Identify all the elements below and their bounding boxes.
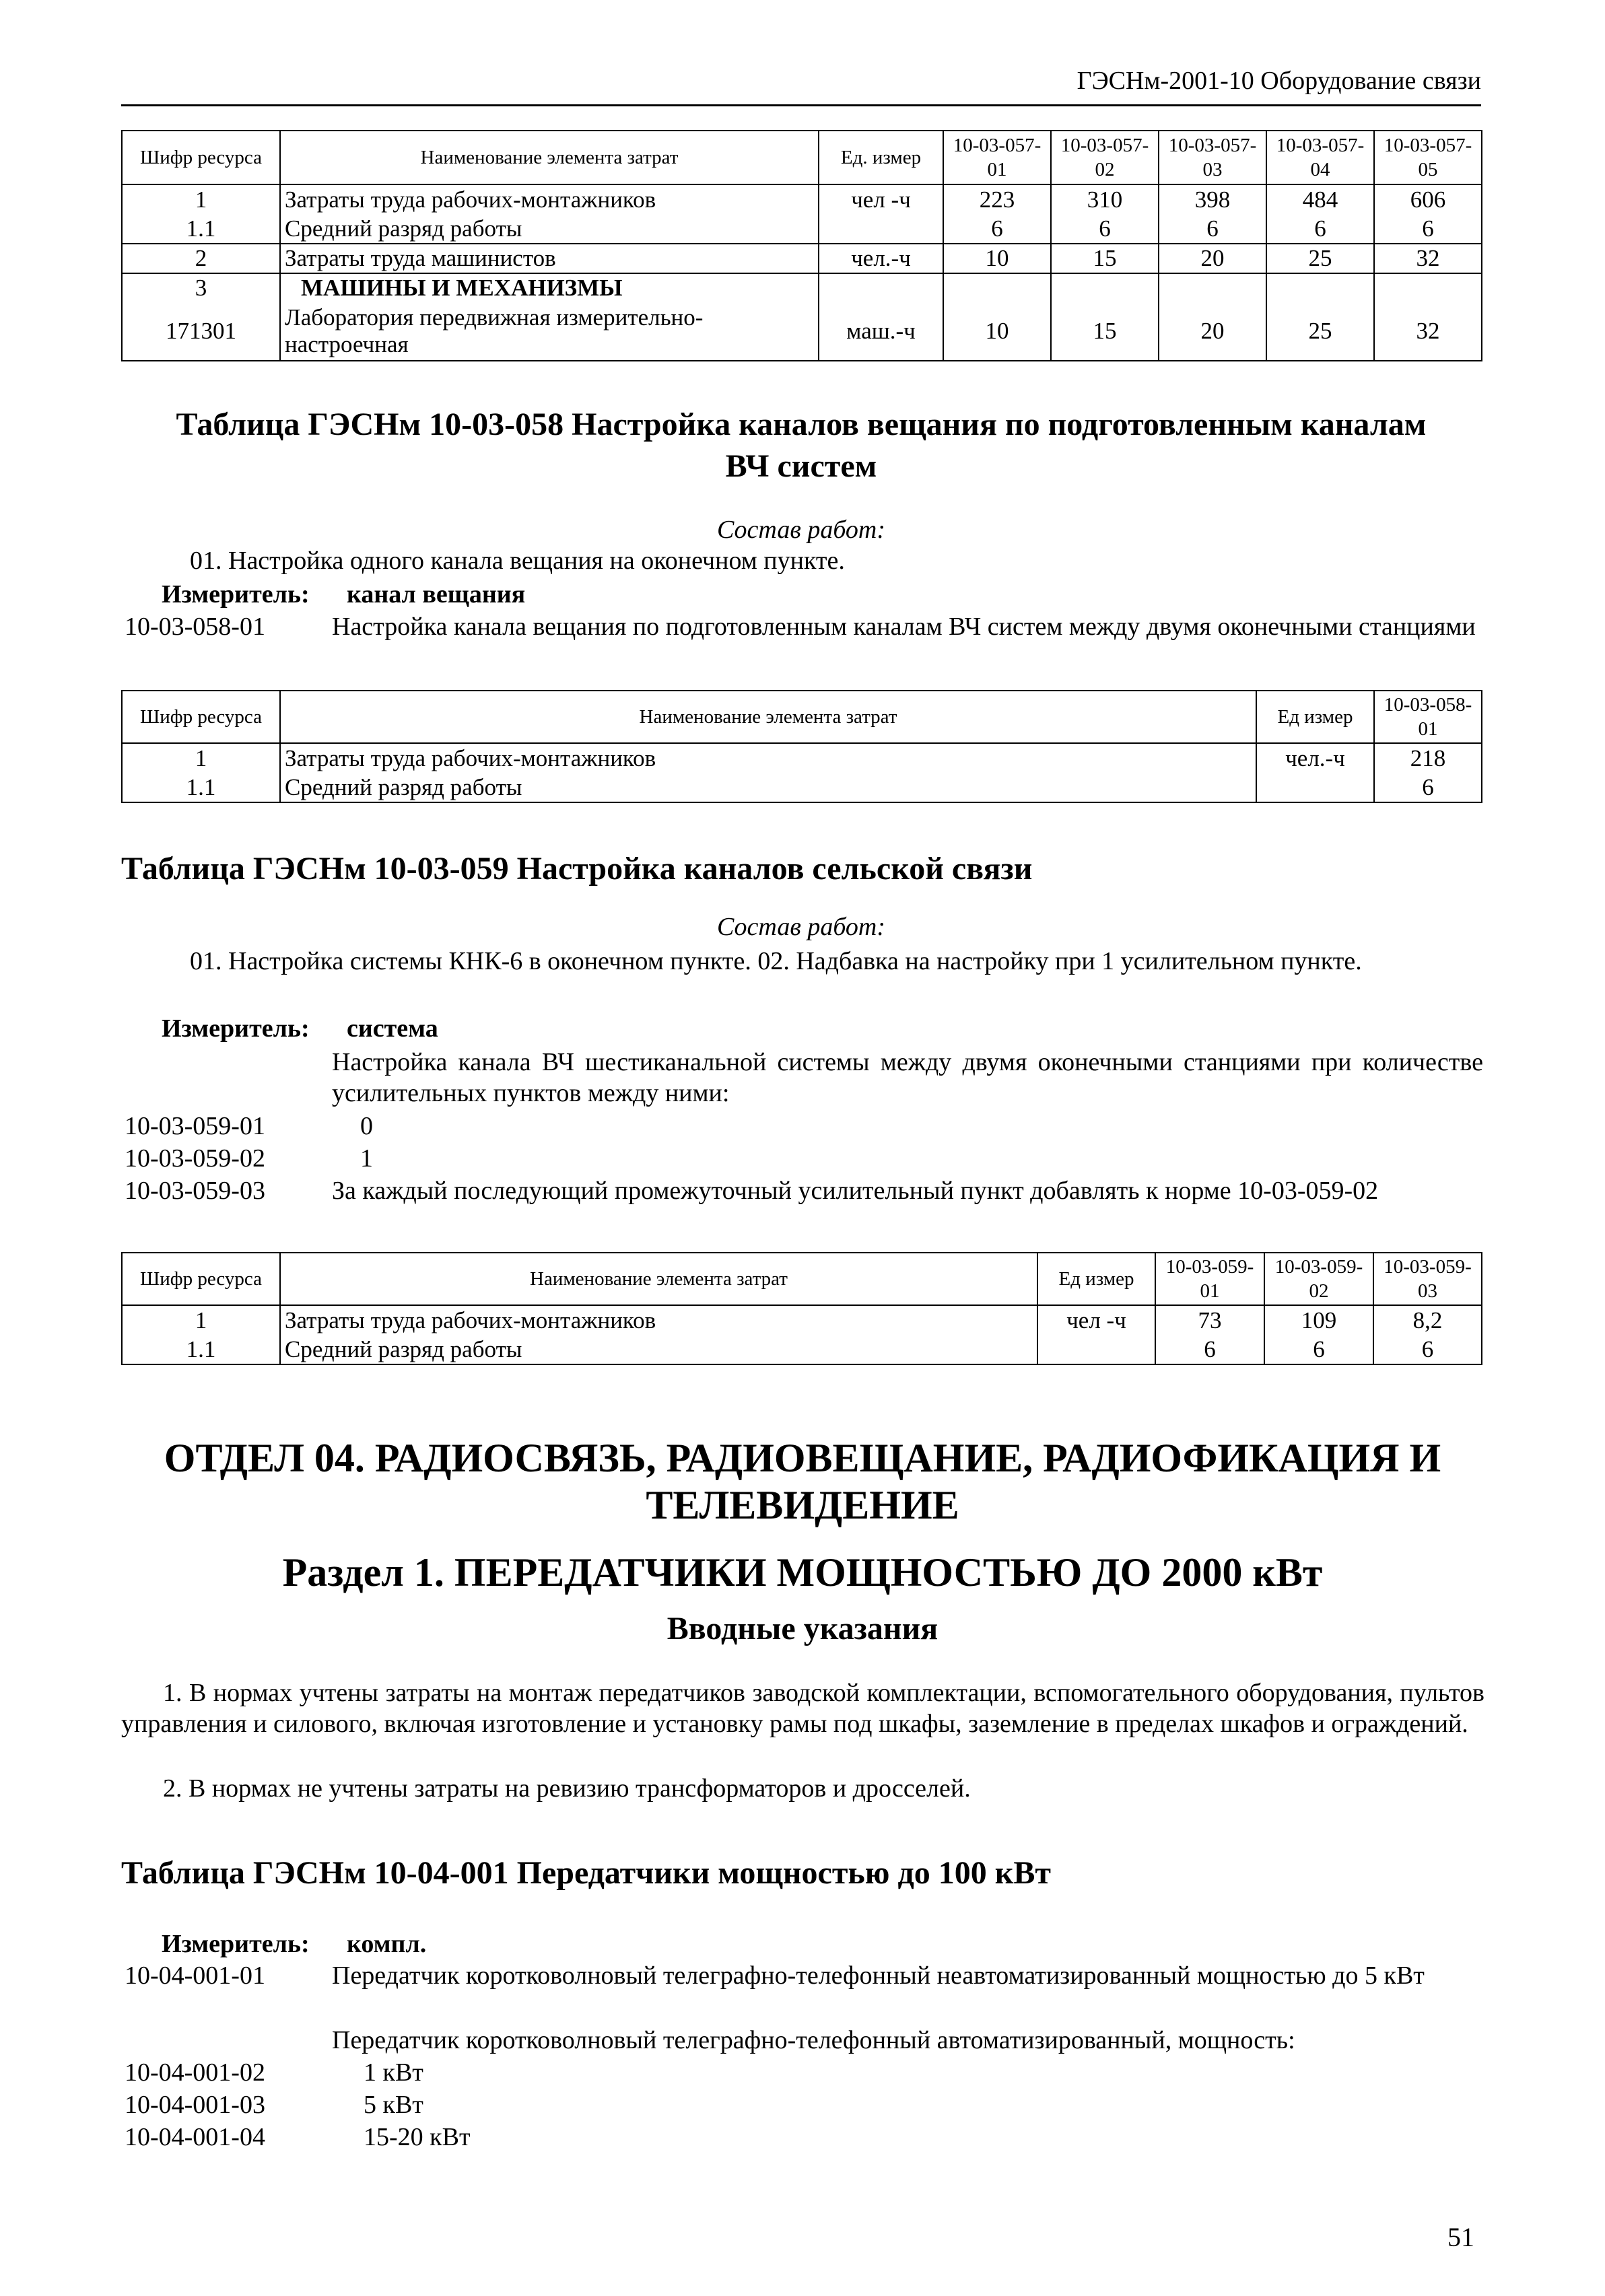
table-001-title: Таблица ГЭСНм 10-04-001 Передатчики мощностью до 100 кВт [121, 1855, 1052, 1891]
meter-value: система [347, 1014, 438, 1043]
resource-name: Средний разряд работы [280, 214, 819, 244]
norm-code: 10-04-001-02 [125, 2058, 265, 2087]
value-cell: 15 [1051, 302, 1159, 361]
resource-code: 1 [122, 743, 280, 773]
col-header: 10-03-057-02 [1051, 131, 1159, 184]
value-cell: 6 [1051, 214, 1159, 244]
value-cell [1374, 273, 1482, 302]
composition-text: 01. Настройка одного канала вещания на оконечном пункте. [190, 547, 845, 575]
resource-name: Затраты труда рабочих-монтажников [280, 184, 819, 214]
value-cell: 310 [1051, 184, 1159, 214]
value-cell: 20 [1159, 244, 1266, 273]
composition-label: Состав работ: [716, 913, 886, 941]
col-header: Наименование элемента затрат [280, 691, 1256, 743]
resource-name: Средний разряд работы [280, 773, 1256, 802]
norm-text: 1 кВт [364, 2058, 423, 2087]
col-header: Шифр ресурса [122, 131, 280, 184]
norm-code: 10-04-001-03 [125, 2091, 265, 2119]
table-row [122, 1305, 1482, 1335]
value-cell: 109 [1264, 1305, 1373, 1335]
norm-text: За каждый последующий промежуточный усилительный пункт добавлять к норме 10-03-059-02 [332, 1177, 1379, 1205]
col-header: 10-03-059-01 [1155, 1253, 1264, 1305]
value-cell: 6 [1159, 214, 1266, 244]
meter-label: Измеритель: [162, 580, 310, 608]
value-cell: 218 [1374, 743, 1482, 773]
table-row [122, 302, 1482, 361]
table-header-row [122, 691, 1482, 743]
resource-name: Средний разряд работы [280, 1335, 1037, 1364]
department-title-line1: ОТДЕЛ 04. РАДИОСВЯЗЬ, РАДИОВЕЩАНИЕ, РАДИОФИКАЦИЯ И [164, 1436, 1441, 1480]
value-cell: 25 [1266, 302, 1374, 361]
norm-text: Настройка канала вещания по подготовленным каналам ВЧ систем между двумя оконечными станциями [332, 613, 1476, 641]
meter-label: Измеритель: [162, 1014, 310, 1043]
table-row [122, 1335, 1482, 1364]
value-cell [1051, 273, 1159, 302]
value-cell [1159, 273, 1266, 302]
table-059-title: Таблица ГЭСНм 10-03-059 Настройка каналов сельской связи [121, 851, 1033, 886]
value-cell: 32 [1374, 302, 1482, 361]
resource-unit: чел -ч [1037, 1305, 1155, 1335]
resource-unit: чел.-ч [819, 244, 943, 273]
resource-unit [1037, 1335, 1155, 1364]
resource-code: 1.1 [122, 214, 280, 244]
norm-text: 5 кВт [364, 2091, 423, 2119]
resource-code: 1 [122, 1305, 280, 1335]
value-cell [1266, 273, 1374, 302]
value-cell: 32 [1374, 244, 1482, 273]
resource-name: Затраты труда рабочих-монтажников [280, 743, 1256, 773]
resource-unit: чел -ч [819, 184, 943, 214]
resource-name: Затраты труда машинистов [280, 244, 819, 273]
table-row [122, 773, 1482, 802]
resource-code: 1.1 [122, 773, 280, 802]
col-header: 10-03-058-01 [1374, 691, 1482, 743]
norm-code: 10-03-059-03 [125, 1177, 265, 1205]
col-header: 10-03-057-01 [943, 131, 1051, 184]
resource-table-058 [121, 690, 1482, 803]
value-cell: 73 [1155, 1305, 1264, 1335]
resource-name: Лаборатория передвижная измерительно-настроечная [280, 302, 819, 361]
composition-label: Состав работ: [716, 516, 886, 544]
value-cell: 6 [1266, 214, 1374, 244]
value-cell: 8,2 [1373, 1305, 1482, 1335]
composition-text: 01. Настройка системы КНК-6 в оконечном пункте. 02. Надбавка на настройку при 1 усилительном пункте. [190, 947, 1362, 975]
resource-unit [819, 214, 943, 244]
resource-name: Затраты труда рабочих-монтажников [280, 1305, 1037, 1335]
meter-label: Измеритель: [162, 1930, 310, 1958]
col-header: Ед. измер [819, 131, 943, 184]
section-title: Раздел 1. ПЕРЕДАТЧИКИ МОЩНОСТЬЮ ДО 2000 кВт [282, 1550, 1323, 1595]
norm-text: 15-20 кВт [364, 2123, 471, 2151]
col-header: Ед измер [1256, 691, 1374, 743]
col-header: Шифр ресурса [122, 691, 280, 743]
value-cell: 10 [943, 244, 1051, 273]
value-cell: 25 [1266, 244, 1374, 273]
resource-table-059 [121, 1252, 1482, 1365]
resource-name: МАШИНЫ И МЕХАНИЗМЫ [280, 273, 819, 302]
intro-paragraph-2: 2. В нормах не учтены затраты на ревизию трансформаторов и дросселей. [163, 1774, 971, 1803]
table-row [122, 273, 1482, 302]
norm-text: 0 [360, 1112, 373, 1140]
norm-code: 10-03-059-02 [125, 1144, 265, 1173]
value-cell: 6 [943, 214, 1051, 244]
page-number: 51 [1447, 2222, 1474, 2252]
col-header: 10-03-057-04 [1266, 131, 1374, 184]
norm-text: 1 [360, 1144, 373, 1173]
resource-table-057 [121, 130, 1482, 361]
table-row [122, 244, 1482, 273]
value-cell: 398 [1159, 184, 1266, 214]
value-cell [943, 273, 1051, 302]
value-cell: 15 [1051, 244, 1159, 273]
col-header: Наименование элемента затрат [280, 131, 819, 184]
header-rule [121, 104, 1481, 106]
running-header: ГЭСНм-2001-10 Оборудование связи [1077, 67, 1481, 95]
table-header-row [122, 131, 1482, 184]
value-cell: 10 [943, 302, 1051, 361]
resource-code: 2 [122, 244, 280, 273]
resource-code: 3 [122, 273, 280, 302]
col-header: 10-03-059-02 [1264, 1253, 1373, 1305]
resource-code: 171301 [122, 302, 280, 361]
norm-code: 10-04-001-01 [125, 1961, 265, 1990]
norm-code: 10-04-001-04 [125, 2123, 265, 2151]
col-header: Ед измер [1037, 1253, 1155, 1305]
department-title-line2: ТЕЛЕВИДЕНИЕ [646, 1483, 959, 1527]
value-cell: 6 [1264, 1335, 1373, 1364]
norm-text: Передатчик коротковолновый телеграфно-телефонный неавтоматизированный мощностью до 5 кВт [332, 1961, 1425, 1990]
resource-unit [1256, 773, 1374, 802]
intro-title: Вводные указания [667, 1611, 938, 1646]
resource-unit [819, 273, 943, 302]
col-header: Шифр ресурса [122, 1253, 280, 1305]
value-cell: 6 [1155, 1335, 1264, 1364]
table-row [122, 743, 1482, 773]
meter-value: компл. [347, 1930, 427, 1958]
resource-code: 1 [122, 184, 280, 214]
value-cell: 484 [1266, 184, 1374, 214]
norm-intro: Передатчик коротковолновый телеграфно-телефонный автоматизированный, мощность: [332, 2026, 1295, 2054]
table-058-title-line1: Таблица ГЭСНм 10-03-058 Настройка каналов вещания по подготовленным каналам [176, 407, 1427, 442]
resource-unit: чел.-ч [1256, 743, 1374, 773]
col-header: Наименование элемента затрат [280, 1253, 1037, 1305]
resource-unit: маш.-ч [819, 302, 943, 361]
value-cell: 6 [1374, 214, 1482, 244]
meter-value: канал вещания [347, 580, 526, 608]
value-cell: 6 [1374, 773, 1482, 802]
col-header: 10-03-057-03 [1159, 131, 1266, 184]
intro-paragraph-1: 1. В нормах учтены затраты на монтаж передатчиков заводской комплектации, вспомогательного оборудования, пультов управления и силового, включая изготовление и установку рамы под шкафы, заземление в пределах шкафов и ограждений. [121, 1679, 1484, 1738]
col-header: 10-03-059-03 [1373, 1253, 1482, 1305]
norm-code: 10-03-059-01 [125, 1112, 265, 1140]
value-cell: 223 [943, 184, 1051, 214]
norm-code: 10-03-058-01 [125, 613, 265, 641]
value-cell: 606 [1374, 184, 1482, 214]
table-row [122, 214, 1482, 244]
table-058-title-line2: ВЧ систем [725, 448, 877, 484]
resource-code: 1.1 [122, 1335, 280, 1364]
value-cell: 6 [1373, 1335, 1482, 1364]
table-row [122, 184, 1482, 214]
norm-intro: Настройка канала ВЧ шестиканальной системы между двумя оконечными станциями при количестве усилительных пунктов между ними: [332, 1048, 1483, 1107]
col-header: 10-03-057-05 [1374, 131, 1482, 184]
value-cell: 20 [1159, 302, 1266, 361]
table-header-row [122, 1253, 1482, 1305]
